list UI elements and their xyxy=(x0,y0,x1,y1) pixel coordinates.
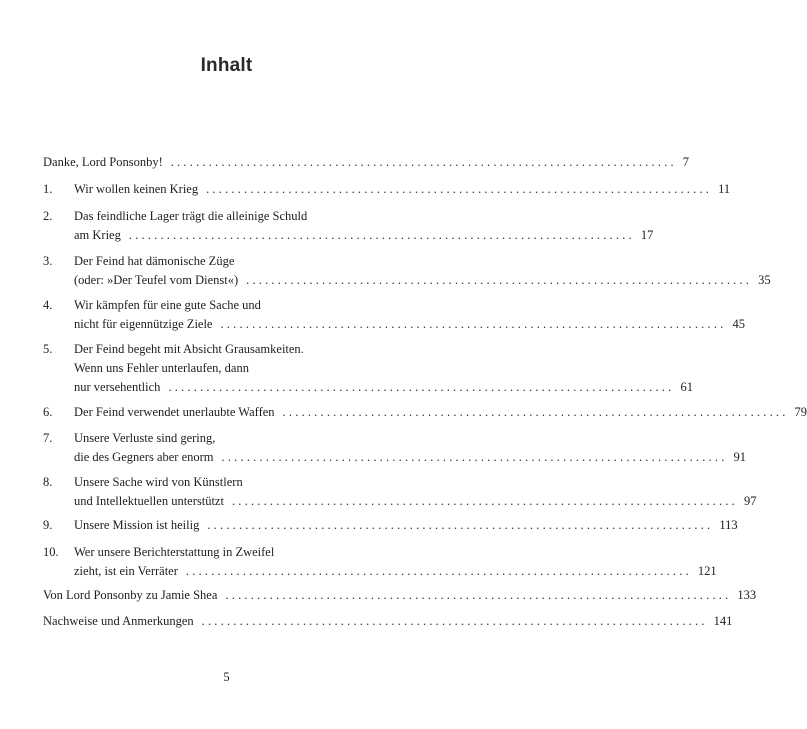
toc-entry-title-line: Von Lord Ponsonby zu Jamie Shea xyxy=(43,588,218,602)
toc-entry-title-line: am Krieg xyxy=(74,228,121,242)
toc-entry-title-line: Das feindliche Lager trägt die alleinige Schuld xyxy=(74,209,308,223)
toc-entry-title-line: die des Gegners aber enorm xyxy=(74,450,214,464)
toc-entry xyxy=(43,543,717,581)
toc-entry xyxy=(43,586,757,605)
toc-entry-number: 4. xyxy=(43,298,53,312)
toc-entry-page: 133 xyxy=(737,588,757,602)
dot-leader: ................................................................................ xyxy=(206,182,713,196)
toc-entry-title-line: Unsere Verluste sind gering, xyxy=(74,431,216,445)
toc-entry-title-line: Der Feind begeht mit Absicht Grausamkeiten. xyxy=(74,342,304,356)
toc-entry xyxy=(43,340,693,397)
toc-entry-number: 10. xyxy=(43,545,59,559)
toc-entry-title-line: zieht, ist ein Verräter xyxy=(74,564,178,578)
toc-entry-title-line: Wer unsere Berichterstattung in Zweifel xyxy=(74,545,275,559)
toc-entry-title-line: Der Feind verwendet unerlaubte Waffen xyxy=(74,405,275,419)
toc-entry-page: 7 xyxy=(682,155,690,169)
toc-entry-title-line: Der Feind hat dämonische Züge xyxy=(74,254,235,268)
toc-entry xyxy=(43,403,807,422)
toc-entry-page: 121 xyxy=(697,564,717,578)
toc-entry xyxy=(43,612,733,631)
toc-entry-page: 97 xyxy=(743,494,757,508)
page-number: 5 xyxy=(223,670,230,684)
page-title: Inhalt xyxy=(200,55,253,76)
dot-leader: ................................................................................ xyxy=(128,228,635,242)
toc-entry-page: 11 xyxy=(718,182,731,196)
toc-entry-number: 5. xyxy=(43,342,53,356)
toc-entry-title-line: Nachweise und Anmerkungen xyxy=(43,614,194,628)
toc-entry-page: 79 xyxy=(794,405,807,419)
toc-entry-number: 6. xyxy=(43,405,53,419)
dot-leader: ................................................................................ xyxy=(231,494,738,508)
toc-entry-title-line: Unsere Mission ist heilig xyxy=(74,518,200,532)
toc-entry-number: 2. xyxy=(43,209,53,223)
toc-entry xyxy=(43,296,745,334)
toc-entry xyxy=(43,207,654,245)
toc-entry-page: 91 xyxy=(733,450,747,464)
toc-entry-page: 113 xyxy=(719,518,738,532)
dot-leader: ................................................................................ xyxy=(207,518,714,532)
toc-entry-title-line: Wir kämpfen für eine gute Sache und xyxy=(74,298,261,312)
toc-entry-title-line: Danke, Lord Ponsonby! xyxy=(43,155,163,169)
dot-leader: ................................................................................ xyxy=(282,405,789,419)
dot-leader: ................................................................................ xyxy=(185,564,692,578)
toc-entry-title-line: Unsere Sache wird von Künstlern xyxy=(74,475,243,489)
toc-entry xyxy=(43,153,690,172)
dot-leader: ................................................................................ xyxy=(246,273,753,287)
dot-leader: ................................................................................ xyxy=(220,317,727,331)
toc-entry xyxy=(43,473,757,511)
toc-entry-page: 35 xyxy=(758,273,771,287)
toc-entry-title-line: nicht für eigennützige Ziele xyxy=(74,317,213,331)
toc-entry-page: 61 xyxy=(680,380,693,394)
toc-entry-title-line: (oder: »Der Teufel vom Dienst«) xyxy=(74,273,239,287)
toc-entry-number: 1. xyxy=(43,182,53,196)
toc-entry xyxy=(43,516,738,535)
toc-entry-number: 9. xyxy=(43,518,53,532)
toc-entry xyxy=(43,180,731,199)
toc-entry xyxy=(43,429,747,467)
dot-leader: ................................................................................ xyxy=(168,380,675,394)
toc-entry-title-line: Wir wollen keinen Krieg xyxy=(74,182,199,196)
toc-entry-title-line: Wenn uns Fehler unterlaufen, dann xyxy=(74,361,249,375)
toc-entry-title-line: nur versehentlich xyxy=(74,380,161,394)
toc-entry-number: 8. xyxy=(43,475,53,489)
toc-entry-page: 141 xyxy=(713,614,733,628)
dot-leader: ................................................................................ xyxy=(221,450,728,464)
dot-leader: ................................................................................ xyxy=(170,155,677,169)
dot-leader: ................................................................................ xyxy=(225,588,732,602)
toc-entry-title-line: und Intellektuellen unterstützt xyxy=(74,494,224,508)
toc-entry-page: 17 xyxy=(640,228,654,242)
toc-entry xyxy=(43,252,771,290)
toc-entry-number: 3. xyxy=(43,254,53,268)
toc-entry-page: 45 xyxy=(732,317,745,331)
dot-leader: ................................................................................ xyxy=(201,614,708,628)
toc-entry-number: 7. xyxy=(43,431,53,445)
